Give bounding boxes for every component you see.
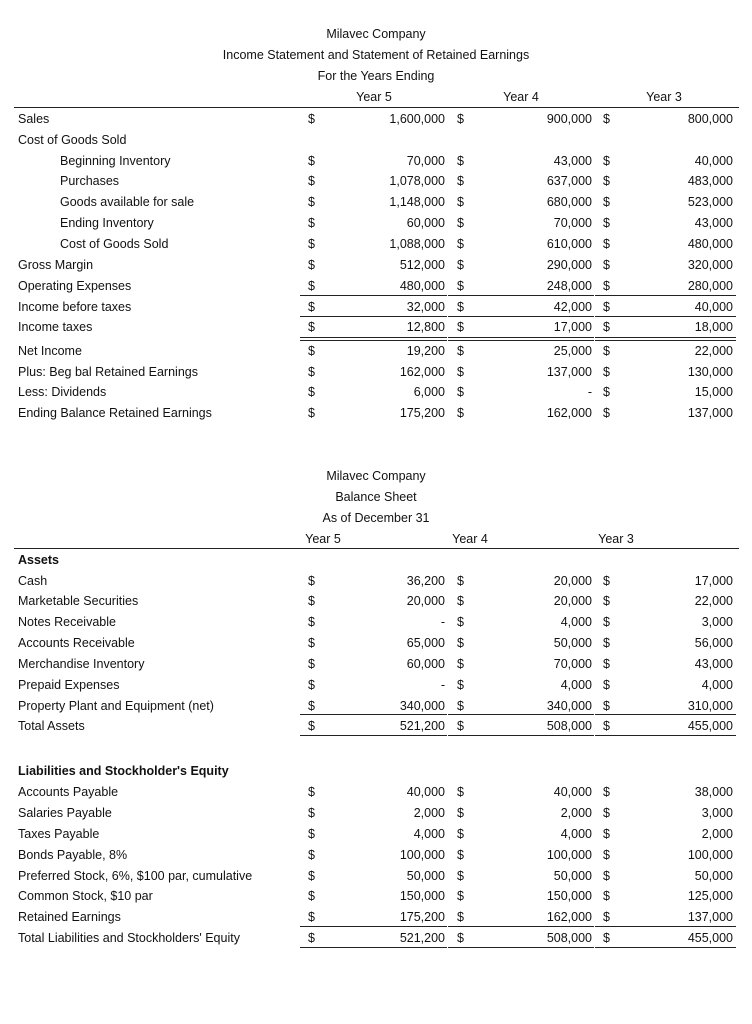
liability-value-year3: 2,000 (701, 827, 733, 841)
liability-value-year3: 455,000 (687, 931, 733, 945)
income-value-year4: 162,000 (546, 406, 592, 420)
income-dollar-sign: $ (457, 216, 464, 230)
asset-value-year5: 340,000 (399, 699, 445, 713)
income-value-year3: 18,000 (694, 320, 733, 334)
income-dollar-sign: $ (308, 174, 315, 188)
asset-row-label: Prepaid Expenses (18, 678, 120, 692)
income-value-year5: 1,600,000 (389, 112, 445, 126)
liability-value-year5: 521,200 (399, 931, 445, 945)
income-value-year3: 15,000 (694, 385, 733, 399)
asset-value-year5: 521,200 (399, 719, 445, 733)
ppe-underline (448, 714, 594, 715)
liability-value-year5: 175,200 (399, 910, 445, 924)
liability-dollar-sign: $ (457, 785, 464, 799)
liability-row-label: Bonds Payable, 8% (18, 848, 128, 862)
income-row-label: Gross Margin (18, 258, 94, 272)
total-liabilities-underline (300, 947, 447, 948)
liability-dollar-sign: $ (603, 848, 610, 862)
income-year3-header: Year 3 (646, 90, 682, 104)
asset-dollar-sign: $ (308, 636, 315, 650)
income-dollar-sign: $ (603, 300, 610, 314)
income-row-label: Sales (18, 112, 50, 126)
asset-dollar-sign: $ (603, 719, 610, 733)
balance-header-rule (14, 548, 739, 549)
operating-expenses-underline (448, 295, 594, 296)
income-value-year3: 320,000 (687, 258, 733, 272)
income-dollar-sign: $ (603, 154, 610, 168)
income-value-year3: 43,000 (694, 216, 733, 230)
income-row-label: Ending Balance Retained Earnings (18, 406, 212, 420)
net-income-double-rule (595, 337, 736, 341)
retained-earnings-underline (595, 926, 736, 927)
income-dollar-sign: $ (308, 320, 315, 334)
liabilities-heading: Liabilities and Stockholder's Equity (18, 764, 229, 778)
liability-dollar-sign: $ (308, 910, 315, 924)
income-dollar-sign: $ (603, 216, 610, 230)
income-value-year5: 60,000 (406, 216, 445, 230)
asset-dollar-sign: $ (308, 719, 315, 733)
income-dollar-sign: $ (457, 300, 464, 314)
asset-dollar-sign: $ (308, 699, 315, 713)
income-dollar-sign: $ (308, 385, 315, 399)
asset-dollar-sign: $ (308, 657, 315, 671)
income-value-year5: 512,000 (399, 258, 445, 272)
liability-value-year4: 508,000 (546, 931, 592, 945)
assets-heading: Assets (18, 553, 59, 567)
income-dollar-sign: $ (603, 344, 610, 358)
liability-value-year3: 137,000 (687, 910, 733, 924)
liability-row-label: Taxes Payable (18, 827, 100, 841)
income-value-year4: 25,000 (553, 344, 592, 358)
income-dollar-sign: $ (603, 195, 610, 209)
income-dollar-sign: $ (603, 258, 610, 272)
liability-value-year5: 2,000 (413, 806, 445, 820)
asset-value-year5: 60,000 (406, 657, 445, 671)
liability-dollar-sign: $ (308, 931, 315, 945)
asset-dollar-sign: $ (457, 574, 464, 588)
income-dollar-sign: $ (308, 406, 315, 420)
asset-value-year3: 56,000 (694, 636, 733, 650)
income-value-year4: - (587, 385, 592, 399)
income-value-year5: 19,200 (406, 344, 445, 358)
asset-dollar-sign: $ (603, 678, 610, 692)
liability-row-label: Preferred Stock, 6%, $100 par, cumulative (18, 869, 253, 883)
liability-row-label: Retained Earnings (18, 910, 121, 924)
liability-row-label: Total Liabilities and Stockholders' Equity (18, 931, 240, 945)
income-header-rule (14, 107, 739, 108)
total-assets-underline (300, 735, 447, 736)
asset-value-year5: 65,000 (406, 636, 445, 650)
asset-dollar-sign: $ (457, 699, 464, 713)
income-value-year4: 17,000 (553, 320, 592, 334)
income-value-year5: 480,000 (399, 279, 445, 293)
income-dollar-sign: $ (457, 258, 464, 272)
liability-dollar-sign: $ (603, 806, 610, 820)
asset-dollar-sign: $ (603, 594, 610, 608)
asset-dollar-sign: $ (308, 678, 315, 692)
asset-value-year3: 22,000 (694, 594, 733, 608)
income-dollar-sign: $ (603, 112, 610, 126)
asset-value-year4: 50,000 (553, 636, 592, 650)
liability-row-label: Common Stock, $10 par (18, 889, 153, 903)
income-value-year5: 6,000 (413, 385, 445, 399)
asset-dollar-sign: $ (457, 719, 464, 733)
liability-value-year4: 40,000 (553, 785, 592, 799)
operating-expenses-underline (595, 295, 736, 296)
asset-value-year5: - (440, 678, 445, 692)
income-dollar-sign: $ (457, 174, 464, 188)
income-before-taxes-underline (448, 316, 594, 317)
income-statement-subtitle: For the Years Ending (317, 69, 435, 83)
retained-earnings-underline (300, 926, 447, 927)
liability-dollar-sign: $ (457, 806, 464, 820)
asset-value-year5: - (440, 615, 445, 629)
income-row-label: Beginning Inventory (60, 154, 171, 168)
income-value-year5: 12,800 (406, 320, 445, 334)
asset-value-year3: 17,000 (694, 574, 733, 588)
liability-row-label: Accounts Payable (18, 785, 119, 799)
income-value-year4: 290,000 (546, 258, 592, 272)
liability-value-year4: 2,000 (560, 806, 592, 820)
income-dollar-sign: $ (308, 279, 315, 293)
ppe-underline (595, 714, 736, 715)
liability-dollar-sign: $ (308, 848, 315, 862)
liability-value-year3: 3,000 (701, 806, 733, 820)
liability-value-year3: 125,000 (687, 889, 733, 903)
asset-value-year4: 20,000 (553, 574, 592, 588)
asset-value-year4: 20,000 (553, 594, 592, 608)
income-statement-title: Income Statement and Statement of Retained Earnings (222, 48, 530, 62)
asset-value-year3: 455,000 (687, 719, 733, 733)
liability-dollar-sign: $ (308, 806, 315, 820)
income-dollar-sign: $ (457, 195, 464, 209)
income-dollar-sign: $ (457, 344, 464, 358)
asset-dollar-sign: $ (603, 615, 610, 629)
income-dollar-sign: $ (603, 406, 610, 420)
asset-dollar-sign: $ (457, 678, 464, 692)
income-value-year5: 32,000 (406, 300, 445, 314)
income-row-label: Income taxes (18, 320, 93, 334)
asset-dollar-sign: $ (457, 657, 464, 671)
income-value-year4: 43,000 (553, 154, 592, 168)
asset-value-year4: 508,000 (546, 719, 592, 733)
liability-value-year3: 100,000 (687, 848, 733, 862)
balance-year4-header: Year 4 (452, 532, 488, 546)
asset-value-year3: 43,000 (694, 657, 733, 671)
income-value-year5: 175,200 (399, 406, 445, 420)
income-dollar-sign: $ (308, 112, 315, 126)
asset-value-year5: 20,000 (406, 594, 445, 608)
liability-value-year4: 50,000 (553, 869, 592, 883)
liability-dollar-sign: $ (603, 910, 610, 924)
income-dollar-sign: $ (308, 154, 315, 168)
liability-value-year3: 38,000 (694, 785, 733, 799)
income-value-year3: 480,000 (687, 237, 733, 251)
income-dollar-sign: $ (457, 365, 464, 379)
balance-year3-header: Year 3 (598, 532, 634, 546)
income-dollar-sign: $ (603, 174, 610, 188)
income-value-year3: 280,000 (687, 279, 733, 293)
income-value-year5: 1,148,000 (389, 195, 445, 209)
liability-dollar-sign: $ (457, 848, 464, 862)
income-dollar-sign: $ (603, 365, 610, 379)
income-value-year4: 248,000 (546, 279, 592, 293)
income-dollar-sign: $ (308, 195, 315, 209)
liability-dollar-sign: $ (457, 869, 464, 883)
liability-dollar-sign: $ (603, 931, 610, 945)
income-before-taxes-underline (300, 316, 447, 317)
asset-dollar-sign: $ (603, 636, 610, 650)
income-value-year4: 900,000 (546, 112, 592, 126)
liability-value-year3: 50,000 (694, 869, 733, 883)
balance-sheet-title: Balance Sheet (335, 490, 417, 504)
net-income-double-rule (300, 337, 447, 341)
income-dollar-sign: $ (457, 237, 464, 251)
income-value-year4: 70,000 (553, 216, 592, 230)
income-row-label: Goods available for sale (60, 195, 195, 209)
income-value-year4: 637,000 (546, 174, 592, 188)
income-dollar-sign: $ (308, 216, 315, 230)
income-dollar-sign: $ (308, 365, 315, 379)
liability-dollar-sign: $ (603, 785, 610, 799)
total-assets-underline (448, 735, 594, 736)
income-dollar-sign: $ (457, 279, 464, 293)
asset-dollar-sign: $ (308, 574, 315, 588)
income-value-year5: 70,000 (406, 154, 445, 168)
liability-value-year4: 100,000 (546, 848, 592, 862)
income-dollar-sign: $ (457, 385, 464, 399)
income-value-year5: 162,000 (399, 365, 445, 379)
income-dollar-sign: $ (603, 385, 610, 399)
income-value-year3: 40,000 (694, 300, 733, 314)
liability-value-year5: 4,000 (413, 827, 445, 841)
ppe-underline (300, 714, 447, 715)
asset-row-label: Merchandise Inventory (18, 657, 145, 671)
liability-row-label: Salaries Payable (18, 806, 112, 820)
asset-value-year5: 36,200 (406, 574, 445, 588)
income-row-label: Cost of Goods Sold (18, 133, 127, 147)
income-dollar-sign: $ (308, 300, 315, 314)
income-row-label: Less: Dividends (18, 385, 107, 399)
income-year4-header: Year 4 (503, 90, 539, 104)
liability-value-year4: 150,000 (546, 889, 592, 903)
income-row-label: Ending Inventory (60, 216, 154, 230)
income-dollar-sign: $ (308, 237, 315, 251)
asset-dollar-sign: $ (457, 615, 464, 629)
income-dollar-sign: $ (308, 344, 315, 358)
balance-sheet-subtitle: As of December 31 (322, 511, 430, 525)
income-value-year5: 1,088,000 (389, 237, 445, 251)
income-dollar-sign: $ (603, 320, 610, 334)
income-row-label: Cost of Goods Sold (60, 237, 169, 251)
asset-value-year4: 4,000 (560, 678, 592, 692)
asset-value-year3: 3,000 (701, 615, 733, 629)
income-row-label: Net Income (18, 344, 82, 358)
liability-value-year5: 150,000 (399, 889, 445, 903)
income-value-year3: 523,000 (687, 195, 733, 209)
total-liabilities-underline (448, 947, 594, 948)
income-dollar-sign: $ (457, 406, 464, 420)
income-value-year4: 610,000 (546, 237, 592, 251)
income-company-title: Milavec Company (326, 27, 426, 41)
income-dollar-sign: $ (457, 112, 464, 126)
asset-row-label: Property Plant and Equipment (net) (18, 699, 214, 713)
income-value-year3: 22,000 (694, 344, 733, 358)
asset-row-label: Cash (18, 574, 48, 588)
income-dollar-sign: $ (603, 237, 610, 251)
asset-dollar-sign: $ (603, 699, 610, 713)
retained-earnings-underline (448, 926, 594, 927)
liability-dollar-sign: $ (308, 827, 315, 841)
income-value-year4: 137,000 (546, 365, 592, 379)
asset-value-year4: 4,000 (560, 615, 592, 629)
income-dollar-sign: $ (308, 258, 315, 272)
liability-dollar-sign: $ (308, 889, 315, 903)
liability-dollar-sign: $ (457, 889, 464, 903)
income-value-year3: 483,000 (687, 174, 733, 188)
income-row-label: Plus: Beg bal Retained Earnings (18, 365, 198, 379)
liability-dollar-sign: $ (603, 827, 610, 841)
asset-value-year3: 4,000 (701, 678, 733, 692)
income-value-year3: 800,000 (687, 112, 733, 126)
operating-expenses-underline (300, 295, 447, 296)
asset-dollar-sign: $ (457, 636, 464, 650)
income-value-year3: 40,000 (694, 154, 733, 168)
asset-dollar-sign: $ (603, 657, 610, 671)
asset-dollar-sign: $ (603, 574, 610, 588)
asset-row-label: Marketable Securities (18, 594, 139, 608)
liability-value-year4: 162,000 (546, 910, 592, 924)
income-dollar-sign: $ (603, 279, 610, 293)
liability-dollar-sign: $ (603, 869, 610, 883)
asset-dollar-sign: $ (308, 615, 315, 629)
balance-company-title: Milavec Company (326, 469, 426, 483)
income-value-year3: 137,000 (687, 406, 733, 420)
asset-row-label: Notes Receivable (18, 615, 116, 629)
liability-value-year5: 50,000 (406, 869, 445, 883)
liability-value-year4: 4,000 (560, 827, 592, 841)
income-row-label: Income before taxes (18, 300, 132, 314)
asset-dollar-sign: $ (457, 594, 464, 608)
liability-dollar-sign: $ (308, 869, 315, 883)
income-year5-header: Year 5 (356, 90, 392, 104)
total-liabilities-underline (595, 947, 736, 948)
liability-dollar-sign: $ (308, 785, 315, 799)
income-value-year4: 42,000 (553, 300, 592, 314)
income-dollar-sign: $ (457, 320, 464, 334)
income-row-label: Purchases (60, 174, 120, 188)
asset-value-year3: 310,000 (687, 699, 733, 713)
balance-year5-header: Year 5 (305, 532, 341, 546)
liability-value-year5: 40,000 (406, 785, 445, 799)
income-value-year4: 680,000 (546, 195, 592, 209)
income-before-taxes-underline (595, 316, 736, 317)
liability-dollar-sign: $ (457, 827, 464, 841)
income-value-year5: 1,078,000 (389, 174, 445, 188)
asset-row-label: Accounts Receivable (18, 636, 135, 650)
asset-value-year4: 340,000 (546, 699, 592, 713)
liability-value-year5: 100,000 (399, 848, 445, 862)
asset-value-year4: 70,000 (553, 657, 592, 671)
asset-dollar-sign: $ (308, 594, 315, 608)
liability-dollar-sign: $ (603, 889, 610, 903)
net-income-double-rule (448, 337, 594, 341)
total-assets-underline (595, 735, 736, 736)
income-dollar-sign: $ (457, 154, 464, 168)
income-value-year3: 130,000 (687, 365, 733, 379)
liability-dollar-sign: $ (457, 931, 464, 945)
asset-row-label: Total Assets (18, 719, 85, 733)
liability-dollar-sign: $ (457, 910, 464, 924)
income-row-label: Operating Expenses (18, 279, 132, 293)
